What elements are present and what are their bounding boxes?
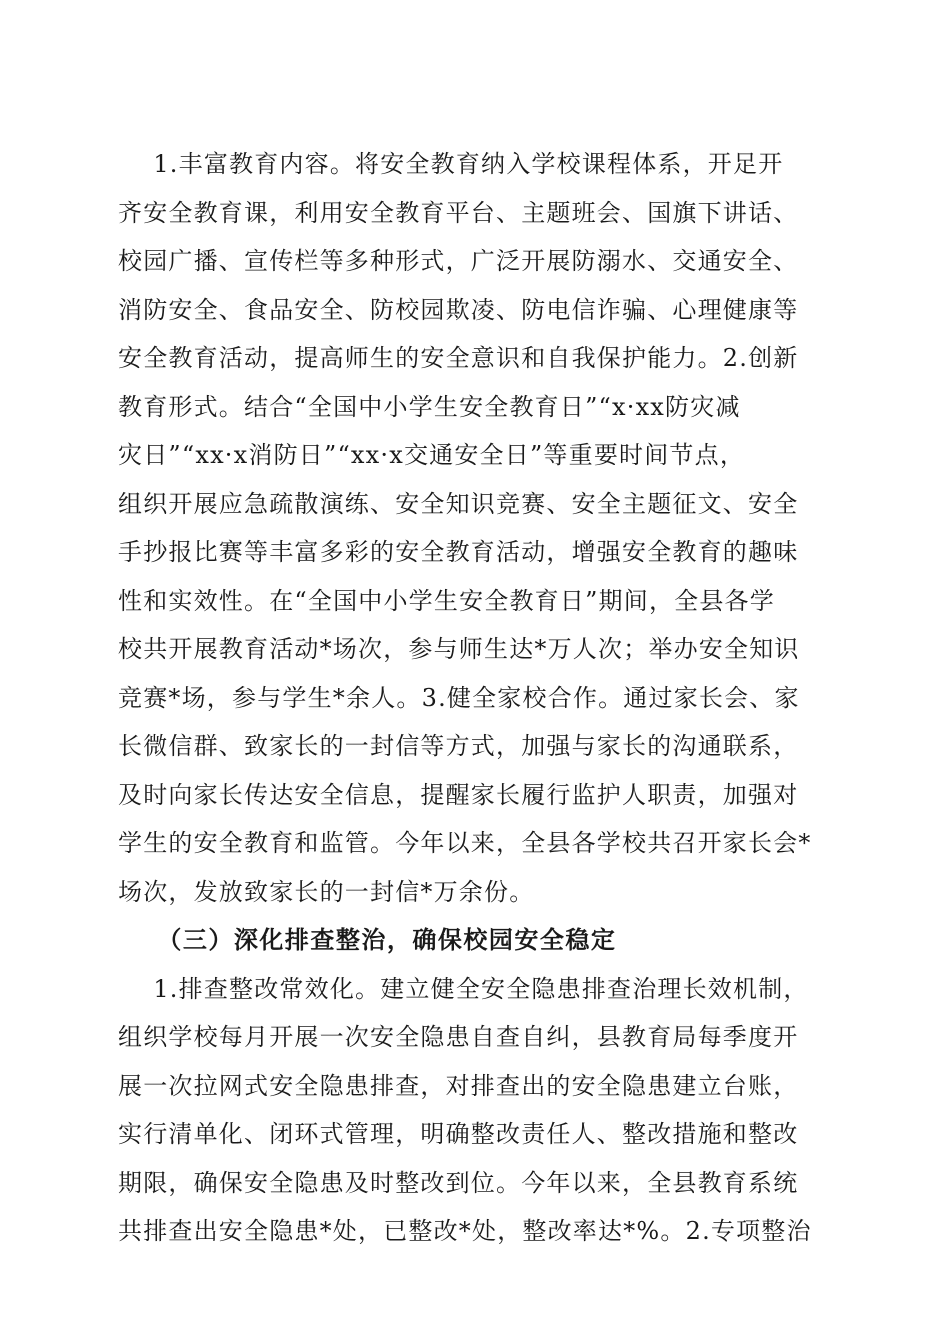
text-line: 灾日”“xx·x消防日”“xx·x交通安全日”等重要时间节点，	[118, 441, 746, 469]
paragraph-education-content	[118, 140, 830, 916]
text-line: 长微信群、致家长的一封信等方式，加强与家长的沟通联系，	[118, 732, 799, 760]
text-line: 教育形式。结合“全国中小学生安全教育日”“x·xx防灾减	[118, 392, 741, 421]
text-line: 实行清单化、闭环式管理，明确整改责任人、整改措施和整改	[118, 1120, 799, 1148]
text-line: 1.排查整改常效化。建立健全安全隐患排查治理长效机制，	[118, 974, 809, 1003]
section-heading: （三）深化排查整治，确保校园安全稳定	[118, 926, 617, 954]
text-line: 展一次拉网式安全隐患排查，对排查出的安全隐患建立台账，	[118, 1071, 799, 1100]
text-line: 期限，确保安全隐患及时整改到位。今年以来，全县教育系统	[118, 1168, 799, 1197]
text-line: 共排查出安全隐患*处，已整改*处，整改率达*%。2.专项整治	[118, 1217, 812, 1245]
text-line: 性和实效性。在“全国中小学生安全教育日”期间，全县各学	[118, 586, 775, 615]
text-line: 场次，发放致家长的一封信*万余份。	[118, 877, 535, 906]
text-line: 学生的安全教育和监管。今年以来，全县各学校共召开家长会*	[118, 829, 812, 857]
text-line: 组织开展应急疏散演练、安全知识竞赛、安全主题征文、安全	[118, 489, 799, 518]
text-line: 安全教育活动，提高师生的安全意识和自我保护能力。2.创新	[118, 344, 799, 372]
text-line: 校共开展教育活动*场次，参与师生达*万人次；举办安全知识	[118, 635, 800, 663]
text-line: 及时向家长传达安全信息，提醒家长履行监护人职责，加强对	[118, 780, 799, 809]
text-line: 消防安全、食品安全、防校园欺凌、防电信诈骗、心理健康等	[118, 295, 799, 324]
text-line: 1.丰富教育内容。将安全教育纳入学校课程体系，开足开	[118, 150, 784, 178]
text-line: 校园广播、宣传栏等多种形式，广泛开展防溺水、交通安全、	[118, 247, 799, 275]
text-line: 手抄报比赛等丰富多彩的安全教育活动，增强安全教育的趣味	[118, 538, 799, 566]
text-line: 齐安全教育课，利用安全教育平台、主题班会、国旗下讲话、	[118, 198, 799, 227]
text-line: 组织学校每月开展一次安全隐患自查自纠，县教育局每季度开	[118, 1023, 799, 1051]
paragraph-hazard-inspection	[118, 965, 830, 1256]
document-body	[118, 140, 830, 1256]
text-line: 竞赛*场，参与学生*余人。3.健全家校合作。通过家长会、家	[118, 683, 800, 712]
